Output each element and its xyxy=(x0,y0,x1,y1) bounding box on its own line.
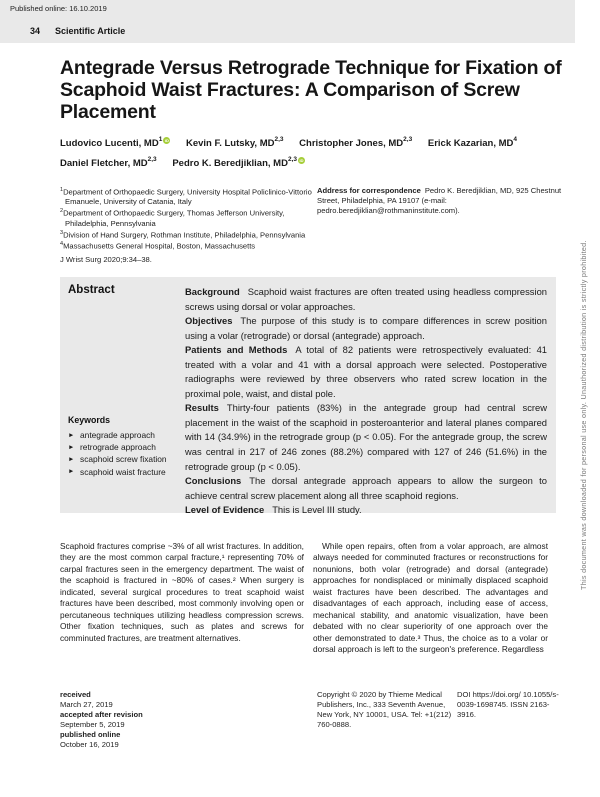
author xyxy=(60,132,170,152)
keyword-bullet-icon: ► xyxy=(68,455,75,463)
affiliation-item: $^2$Department of Orthopaedic Surgery, Thomas Jefferson University, Philadelphia, Pennsylvania xyxy=(60,208,285,228)
author-affiliation-marker: 2,3 xyxy=(147,156,157,164)
keyword-bullet-icon: ► xyxy=(68,443,75,451)
orcid-icon: iD xyxy=(299,158,304,164)
page-number: 34 xyxy=(30,26,41,36)
abstract-section xyxy=(185,474,547,503)
abstract-section xyxy=(185,401,547,474)
author-affiliation-marker: 4 xyxy=(513,136,518,143)
affiliation-marker: 3 xyxy=(60,229,64,236)
author xyxy=(299,132,412,152)
abstract-section xyxy=(185,343,547,401)
abstract-text xyxy=(185,285,547,518)
abstract-heading: Abstract xyxy=(68,284,115,296)
abstract-section-label: Level of Evidence xyxy=(185,504,265,516)
keyword-text: scaphoid screw fixation xyxy=(80,454,167,465)
author-name: Pedro K. Beredjiklian, MD xyxy=(172,158,288,170)
abstract-section-text: Scaphoid waist fractures are often treated using headless compression screws using dorsal or volar approaches. xyxy=(185,286,547,312)
doi-issn-block: DOI https://doi.org/ 10.1055/s-0039-1698745. ISSN 2163-3916. xyxy=(457,690,559,719)
author-affiliation-marker: 2,3 xyxy=(287,156,297,164)
article-title-line: Antegrade Versus Retrograde Technique for Fixation of xyxy=(60,57,562,79)
author xyxy=(172,152,305,172)
article-title xyxy=(60,57,565,123)
author-name: Christopher Jones, MD xyxy=(299,138,404,150)
affiliation-item: $^1$Department of Orthopaedic Surgery, University Hospital Policlinico-Vittorio Emanuele, University of Catania, Italy xyxy=(60,187,312,207)
article-title-line: Placement xyxy=(60,101,156,123)
copyright-notice: Copyright © 2020 by Thieme Medical Publishers, Inc., 333 Seventh Avenue, New York, NY 10001, USA. Tel: +1(212) 760-0888. xyxy=(317,690,452,729)
affiliation-list xyxy=(60,186,314,252)
author-name: Daniel Fletcher, MD xyxy=(60,158,148,170)
abstract-section xyxy=(185,285,547,314)
distribution-notice: This document was downloaded for personal use only. Unauthorized distribution is strictly prohibited. xyxy=(579,240,588,590)
author-affiliation-marker: 1 xyxy=(158,136,163,143)
abstract-section-text: This is Level III study. xyxy=(272,504,362,516)
author xyxy=(186,132,284,152)
correspondence-label: Address for correspondence xyxy=(317,186,421,195)
affiliation-item: $^4$Massachusetts General Hospital, Boston, Massachusetts xyxy=(60,241,256,251)
history-label: received xyxy=(60,690,91,699)
affiliation-marker: 1 xyxy=(60,187,64,193)
body-column-left: Scaphoid fractures comprise ~3% of all wrist fractures. In addition, they are the most common carpal fracture,¹ representing 70% of carpal fractures seen in the emergency department. The waist of the scaphoid is fractured in ~80% of cases.² When surgery is indicated, several surgical procedures to treat scaphoid waist fractures have been described, most commonly involving open or percutaneous techniques utilizing headless compression screws. Other fixation techniques, such as plates and screws for comminuted fractures, are treatment alternatives. xyxy=(60,541,304,643)
author xyxy=(428,132,517,152)
keyword-bullet-icon: ► xyxy=(68,468,75,476)
history-date: October 16, 2019 xyxy=(60,739,119,749)
keyword-bullet-icon: ► xyxy=(68,431,75,439)
author-list xyxy=(60,132,562,172)
article-history xyxy=(60,690,143,749)
correspondence-block xyxy=(317,186,563,216)
abstract-section-text: Thirty-four patients (83%) in the antegrade group had central screw placement in the waist of the scaphoid in posteroanterior and lateral planes compared with 14 (34.9%) in the retrograde group (p < 0.05). For the antegrade group, the screw was central in 217 of 246 zones (88.2%) compared with 127 of 246 (51.6%) in the retrograde group (p < 0.05). xyxy=(185,402,547,472)
author xyxy=(60,152,157,172)
keyword-text: antegrade approach xyxy=(80,430,155,440)
history-label: published online xyxy=(60,729,121,739)
author-affiliation-marker: 2,3 xyxy=(274,136,284,143)
keywords-heading: Keywords xyxy=(68,415,111,425)
page-header-band xyxy=(0,0,575,43)
body-column-right: While open repairs, often from a volar approach, are almost always needed for comminuted fractures or reconstructions for nonunions, both volar (retrograde) and dorsal (antegrade) approaches for nondisplaced or minimally displaced scaphoid waist fractures have been described. The advantages and disadvantages of each approach, including ease of access, mechanical stability, and anatomic visualization, have been debated with no clear superiority of one approach over the other demonstrated to date.³ Thus, the choice as to a volar or dorsal approach is left to the surgeon's preference. Regardless xyxy=(313,541,548,655)
abstract-section-label: Background xyxy=(185,286,240,297)
abstract-section-label: Objectives xyxy=(185,315,233,327)
keyword-text: retrograde approach xyxy=(80,442,156,453)
history-label: accepted after revision xyxy=(60,709,143,719)
article-type-label: Scientific Article xyxy=(55,26,126,36)
history-date: March 27, 2019 xyxy=(60,699,113,709)
running-head xyxy=(30,26,125,36)
keyword-item xyxy=(68,441,176,453)
author-name: Erick Kazarian, MD xyxy=(427,138,514,150)
keywords-list xyxy=(68,429,176,478)
article-title-line: Scaphoid Waist Fractures: A Comparison of Screw xyxy=(60,79,520,101)
orcid-icon: iD xyxy=(164,138,169,143)
abstract-section xyxy=(185,314,547,343)
abstract-section-text: The purpose of this study is to compare differences in screw position using a volar (retrograde) or dorsal (antegrade) approach. xyxy=(185,315,547,341)
affiliation-marker: 2 xyxy=(60,208,64,215)
abstract-section-text: The dorsal antegrade approach appears to allow the surgeon to achieve central screw placement along all three scaphoid regions. xyxy=(185,475,547,501)
abstract-box xyxy=(60,277,556,516)
abstract-section-text: A total of 82 patients were retrospectively evaluated: 41 treated with a volar and 41 with a dorsal approach were selected. Postoperative radiographs were reviewed by three observers who rated screw location in the proximal pole, waist, and distal pole. xyxy=(185,344,547,399)
abstract-section-label: Results xyxy=(185,402,219,414)
author-affiliation-marker: 2,3 xyxy=(403,136,413,143)
history-date: September 5, 2019 xyxy=(60,719,125,729)
keyword-item xyxy=(68,466,176,478)
abstract-section-label: Conclusions xyxy=(185,475,242,487)
correspondence-text: Pedro K. Beredjiklian, MD, 925 Chestnut Street, Philadelphia, PA 19107 (e-mail: pedro.beredjiklian@rothmaninstitute.com). xyxy=(317,186,562,215)
affiliation-marker: 4 xyxy=(60,241,64,248)
abstract-section-label: Patients and Methods xyxy=(185,344,288,356)
published-online-date: Published online: 16.10.2019 xyxy=(10,4,107,13)
author-name: Ludovico Lucenti, MD xyxy=(60,138,159,150)
keyword-item xyxy=(68,429,176,441)
keyword-item xyxy=(68,453,176,465)
affiliation-item: $^3$Division of Hand Surgery, Rothman Institute, Philadelphia, Pennsylvania xyxy=(60,229,306,240)
journal-reference: J Wrist Surg 2020;9:34–38. xyxy=(60,255,152,264)
abstract-section xyxy=(185,503,547,518)
keyword-text: scaphoid waist fracture xyxy=(80,466,166,477)
author-name: Kevin F. Lutsky, MD xyxy=(185,138,275,150)
